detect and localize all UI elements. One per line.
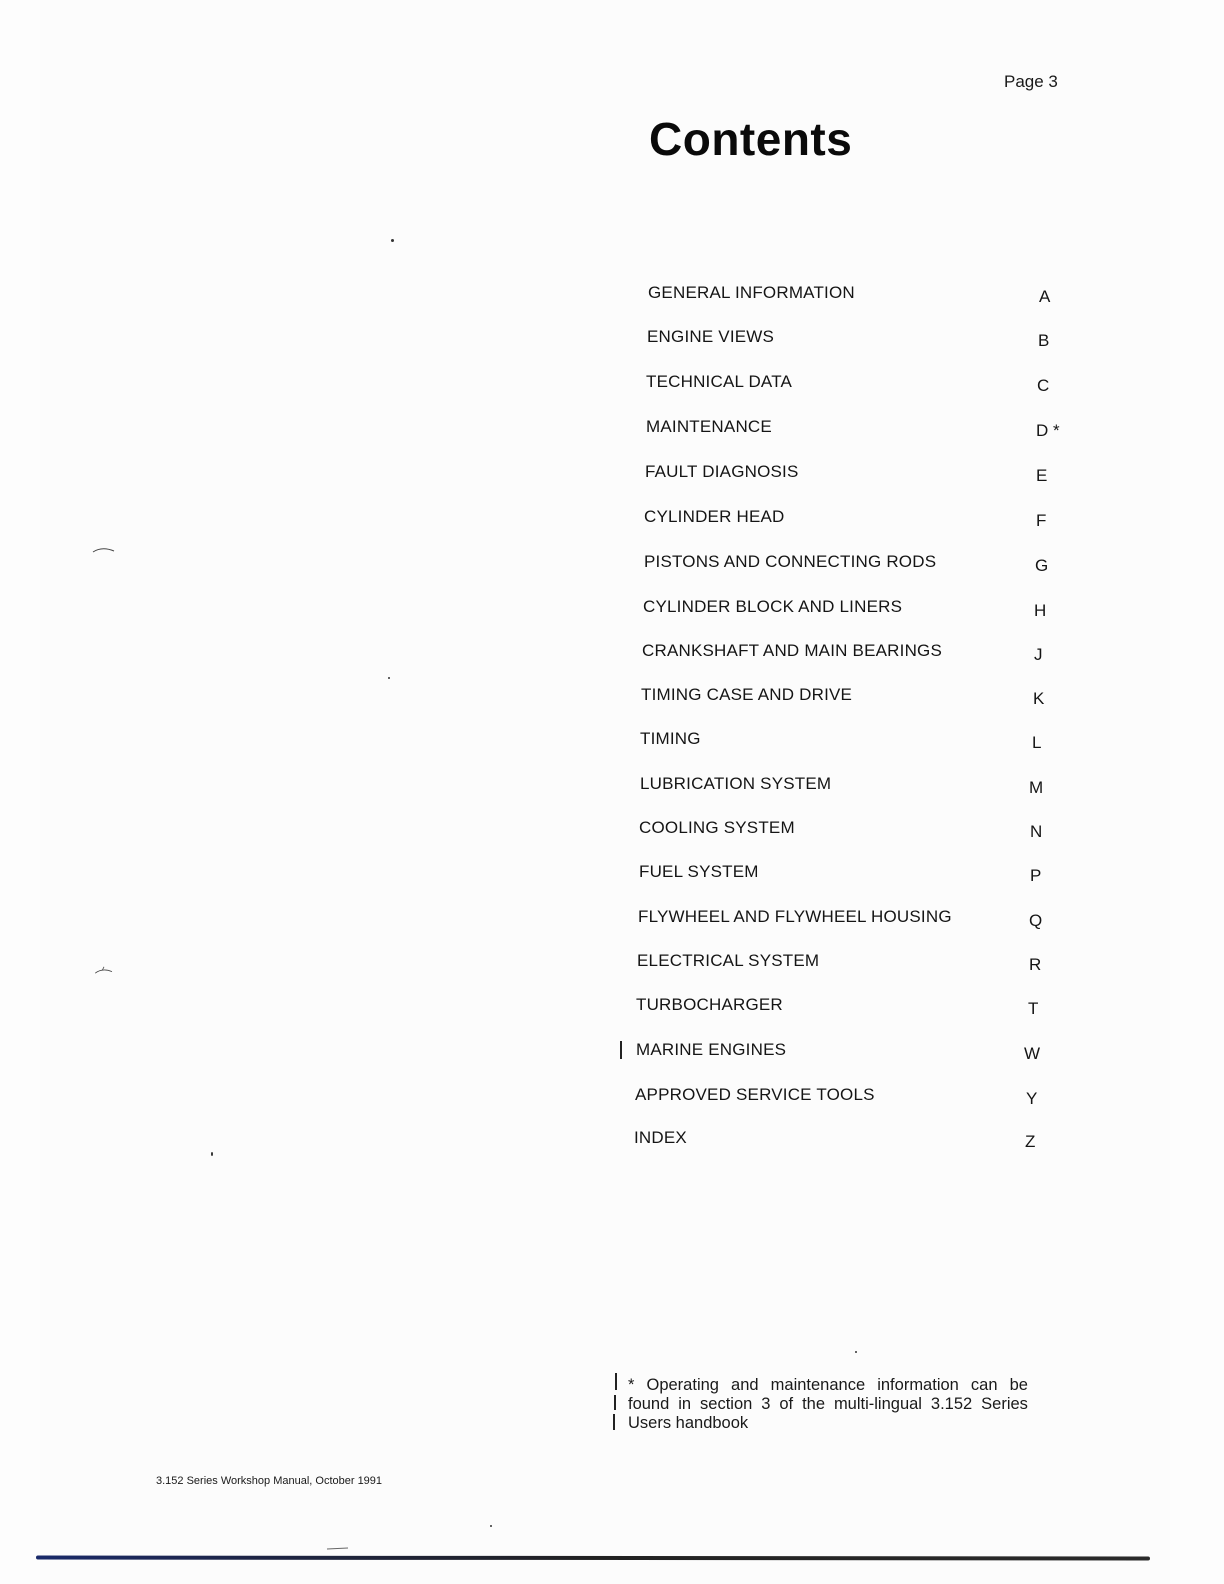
toc-entry-pistons-and-connecting-rods[interactable] (0, 552, 1224, 582)
toc-entry-title: CRANKSHAFT AND MAIN BEARINGS (642, 641, 943, 660)
footnote-word: found (628, 1395, 670, 1413)
toc-entry-turbocharger[interactable] (0, 995, 1224, 1025)
revision-change-bar (615, 1373, 617, 1390)
toc-entry-section-letter: F (1036, 511, 1047, 530)
toc-entry-section-letter: K (1033, 689, 1045, 708)
footnote-word: section (700, 1395, 753, 1413)
toc-entry-timing-case-and-drive[interactable] (0, 685, 1224, 715)
toc-entry-cylinder-head[interactable] (0, 507, 1224, 537)
footnote-word: maintenance (770, 1376, 866, 1394)
toc-entry-title: GENERAL INFORMATION (648, 283, 855, 302)
toc-entry-title: TIMING CASE AND DRIVE (641, 685, 853, 704)
footnote-line (628, 1395, 1028, 1414)
toc-entry-section-letter: C (1037, 376, 1050, 395)
toc-entry-section-letter: M (1029, 778, 1044, 797)
footnote-word: multi-lingual (833, 1395, 922, 1413)
toc-entry-title: MAINTENANCE (646, 417, 772, 436)
scan-speck (855, 1351, 857, 1353)
toc-entry-section-letter: E (1036, 466, 1048, 485)
scan-speck (388, 677, 390, 679)
toc-entry-crankshaft-and-main-bearings[interactable] (0, 641, 1224, 671)
toc-entry-technical-data[interactable] (0, 372, 1224, 402)
toc-entry-approved-service-tools[interactable] (0, 1085, 1224, 1115)
footnote-line (628, 1376, 1028, 1395)
toc-entry-title: CYLINDER HEAD (644, 507, 785, 526)
toc-entry-fuel-system[interactable] (0, 862, 1224, 892)
toc-entry-lubrication-system[interactable] (0, 774, 1224, 804)
footnote-word: of (779, 1395, 794, 1413)
toc-entry-flywheel-and-flywheel-housing[interactable] (0, 907, 1224, 937)
toc-entry-section-letter: R (1029, 955, 1042, 974)
footnote-word: Series (981, 1395, 1028, 1413)
footnote-word: in (678, 1395, 692, 1413)
toc-entry-title: MARINE ENGINES (636, 1040, 787, 1059)
footnote-word: and (731, 1376, 759, 1394)
revision-change-bar (614, 1395, 616, 1410)
toc-entry-title: TECHNICAL DATA (646, 372, 793, 391)
toc-entry-title: COOLING SYSTEM (639, 818, 795, 837)
scan-mark (92, 546, 116, 554)
footnote-line (628, 1414, 1028, 1433)
toc-entry-title: LUBRICATION SYSTEM (640, 774, 832, 793)
toc-entry-electrical-system[interactable] (0, 951, 1224, 981)
toc-entry-section-letter: Y (1026, 1089, 1038, 1108)
toc-entry-section-letter: T (1028, 999, 1039, 1018)
toc-entry-title: FUEL SYSTEM (639, 862, 759, 881)
toc-entry-cooling-system[interactable] (0, 818, 1224, 848)
toc-entry-section-letter: Z (1025, 1132, 1036, 1151)
toc-entry-section-letter: A (1039, 287, 1051, 306)
footnote (628, 1376, 1028, 1433)
toc-entry-title: TURBOCHARGER (636, 995, 783, 1014)
toc-entry-section-letter: P (1030, 866, 1042, 885)
scan-mark (326, 1544, 366, 1552)
scan-speck (211, 1152, 213, 1156)
toc-entry-title: TIMING (640, 729, 701, 748)
toc-entry-engine-views[interactable] (0, 327, 1224, 357)
footnote-word: information (877, 1376, 959, 1394)
footnote-word: 3.152 (930, 1395, 973, 1413)
page-title: Contents (649, 113, 853, 165)
toc-entry-section-letter: N (1030, 822, 1043, 841)
toc-entry-section-letter: Q (1029, 911, 1043, 930)
toc-entry-cylinder-block-and-liners[interactable] (0, 597, 1224, 627)
toc-entry-title: CYLINDER BLOCK AND LINERS (643, 597, 903, 616)
toc-entry-section-letter: D * (1036, 421, 1060, 440)
footnote-word: the (802, 1395, 825, 1413)
toc-entry-title: PISTONS AND CONNECTING RODS (644, 552, 937, 571)
toc-entry-title: FLYWHEEL AND FLYWHEEL HOUSING (638, 907, 952, 926)
toc-entry-timing[interactable] (0, 729, 1224, 759)
footnote-word: can (970, 1376, 998, 1394)
toc-entry-title: INDEX (634, 1128, 687, 1147)
toc-entry-marine-engines[interactable] (0, 1040, 1224, 1070)
toc-entry-title: APPROVED SERVICE TOOLS (635, 1085, 875, 1104)
footnote-word: * (628, 1376, 635, 1394)
footnote-text: Users handbook (628, 1414, 749, 1432)
page-number: Page 3 (1004, 72, 1058, 91)
toc-entry-section-letter: J (1034, 645, 1043, 664)
toc-entry-general-information[interactable] (0, 283, 1224, 313)
toc-entry-index[interactable] (0, 1128, 1224, 1158)
toc-entry-fault-diagnosis[interactable] (0, 462, 1224, 492)
scan-speck (490, 1525, 492, 1527)
revision-change-bar (613, 1414, 615, 1430)
scan-mark (92, 966, 116, 974)
toc-entry-section-letter: G (1035, 556, 1049, 575)
toc-entry-maintenance[interactable] (0, 417, 1224, 447)
scan-speck (391, 239, 394, 242)
toc-entry-title: ENGINE VIEWS (647, 327, 775, 346)
toc-entry-section-letter: B (1038, 331, 1050, 350)
footnote-word: 3 (761, 1395, 771, 1413)
footer-publication-info: 3.152 Series Workshop Manual, October 1991 (156, 1475, 383, 1487)
toc-entry-title: ELECTRICAL SYSTEM (637, 951, 820, 970)
toc-entry-section-letter: L (1032, 733, 1042, 752)
footnote-word: be (1009, 1376, 1028, 1394)
revision-change-bar (620, 1041, 622, 1059)
footnote-word: Operating (646, 1376, 719, 1394)
toc-entry-section-letter: W (1024, 1044, 1041, 1063)
toc-entry-section-letter: H (1034, 601, 1047, 620)
toc-entry-title: FAULT DIAGNOSIS (645, 462, 799, 481)
